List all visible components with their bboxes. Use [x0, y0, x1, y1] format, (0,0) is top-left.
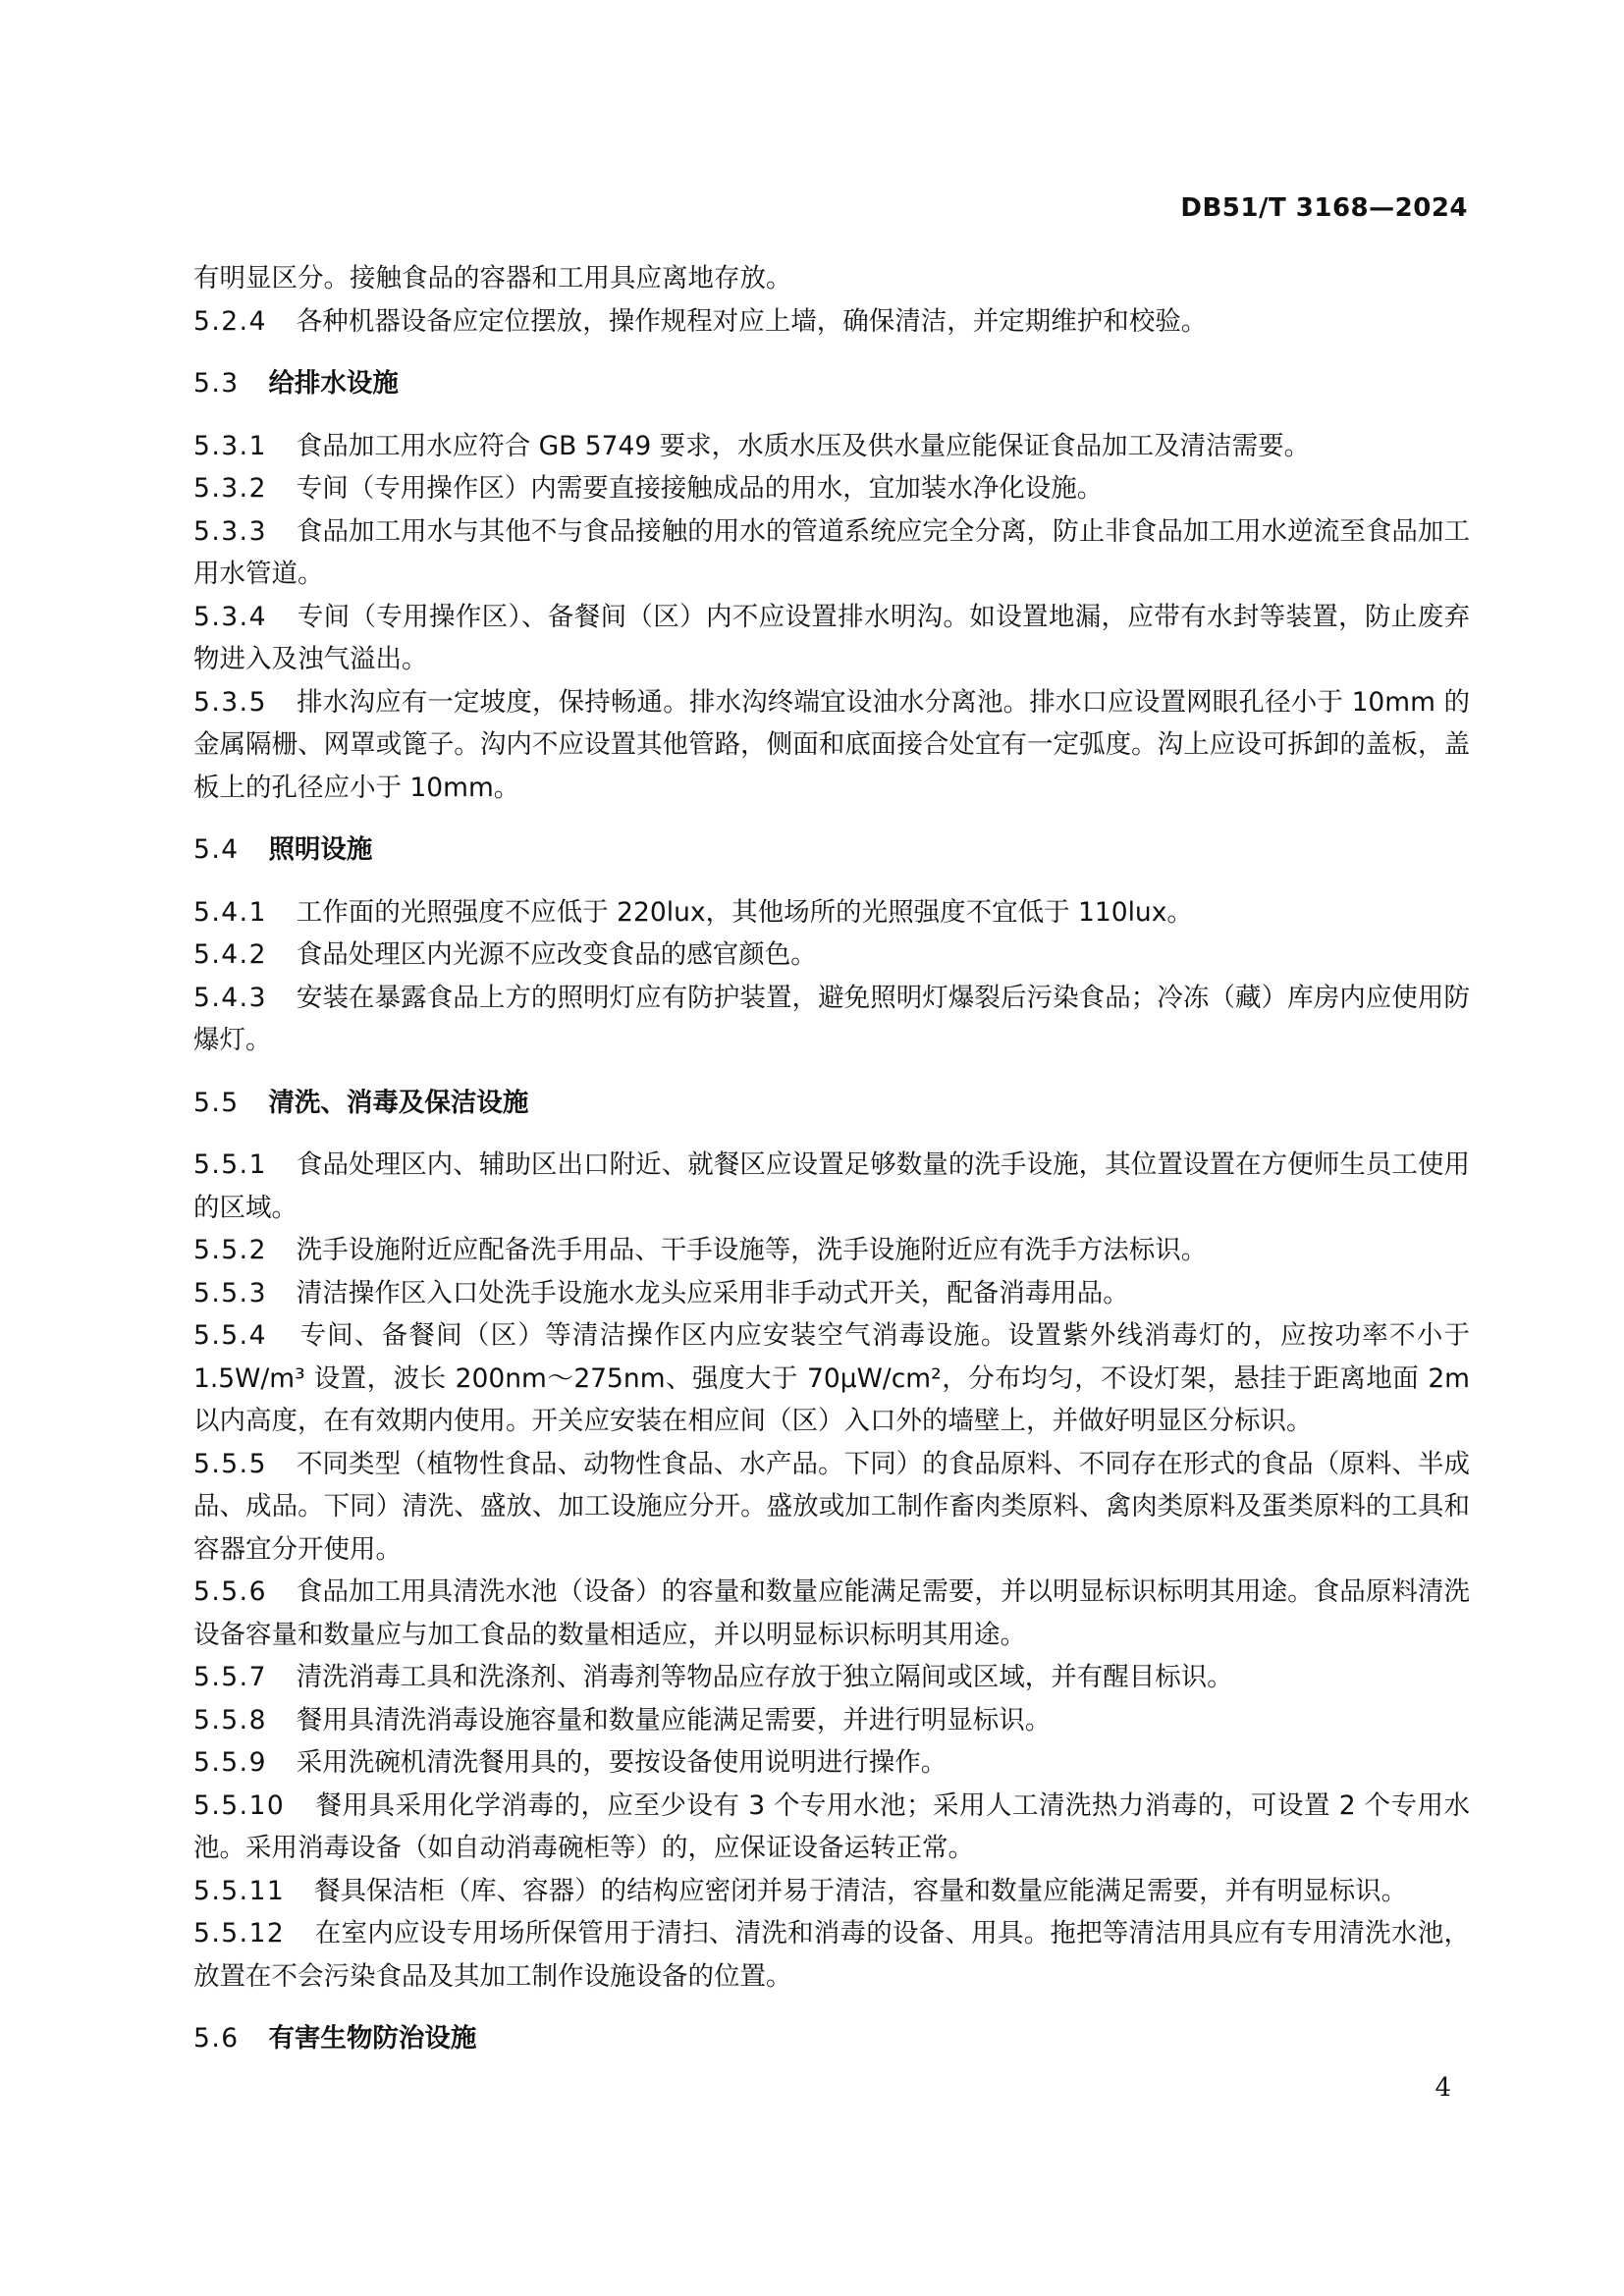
- page-body: [193, 257, 1470, 2080]
- clause-paragraph: [193, 1272, 1470, 1315]
- clause-text: 清洁操作区入口处洗手设施水龙头应采用非手动式开关，配备消毒用品。: [296, 1277, 1129, 1308]
- clause-number: 5.5.5: [193, 1448, 267, 1479]
- clause-number: 5.5.6: [193, 1576, 267, 1607]
- clause-paragraph: [193, 934, 1470, 977]
- clause-paragraph: [193, 1785, 1470, 1870]
- clause-text: 安装在暴露食品上方的照明灯应有防护装置，避免照明灯爆裂后污染食品；冷冻（藏）库房内应使用防爆灯。: [193, 982, 1470, 1055]
- clause-text: 清洗消毒工具和洗涤剂、消毒剂等物品应存放于独立隔间或区域，并有醒目标识。: [296, 1662, 1233, 1692]
- clause-number: 5.5: [193, 1087, 240, 1118]
- clause-number: 5.4.2: [193, 939, 267, 970]
- clause-number: 5.3.2: [193, 473, 267, 504]
- clause-paragraph: [193, 1741, 1470, 1785]
- clause-paragraph: [193, 300, 1470, 344]
- clause-paragraph: [193, 596, 1470, 681]
- clause-text: 餐具保洁柜（库、容器）的结构应密闭并易于清洁，容量和数量应能满足需要，并有明显标识。: [314, 1875, 1408, 1906]
- heading-text: 清洗、消毒及保洁设施: [268, 1087, 529, 1118]
- section-heading: [193, 1082, 1470, 1125]
- clause-number: 5.5.10: [193, 1789, 286, 1821]
- document-code: DB51/T 3168—2024: [1180, 193, 1468, 223]
- clause-paragraph: [193, 1144, 1470, 1229]
- clause-text: 食品加工用水与其他不与食品接触的用水的管道系统应完全分离，防止非食品加工用水逆流至食品加工用水管道。: [193, 515, 1470, 589]
- clause-number: 5.6: [193, 2023, 240, 2054]
- clause-text: 工作面的光照强度不应低于 220lux，其他场所的光照强度不宜低于 110lux。: [296, 896, 1193, 928]
- clause-number: 5.5.11: [193, 1875, 286, 1906]
- clause-paragraph: [193, 1571, 1470, 1656]
- clause-number: 5.5.2: [193, 1235, 267, 1265]
- clause-paragraph: [193, 891, 1470, 934]
- clause-number: 5.3: [193, 368, 240, 399]
- clause-paragraph: [193, 467, 1470, 510]
- clause-text: 有明显区分。接触食品的容器和工用具应离地存放。: [193, 263, 792, 294]
- clause-paragraph: [193, 1656, 1470, 1699]
- clause-number: 5.5.1: [193, 1149, 267, 1180]
- clause-text: 采用洗碗机清洗餐用具的，要按设备使用说明进行操作。: [296, 1747, 947, 1778]
- clause-number: 5.5.9: [193, 1747, 267, 1778]
- clause-paragraph: [193, 1912, 1470, 1998]
- heading-text: 有害生物防治设施: [268, 2023, 477, 2054]
- clause-number: 5.5.4: [193, 1320, 267, 1351]
- clause-paragraph: [193, 1314, 1470, 1443]
- clause-paragraph: [193, 257, 1470, 300]
- clause-number: 5.4: [193, 834, 240, 865]
- clause-text: 不同类型（植物性食品、动物性食品、水产品。下同）的食品原料、不同存在形式的食品（原料、半成品、成品。下同）清洗、盛放、加工设施应分开。盛放或加工制作畜肉类原料、禽肉类原料及蛋类原料的工具和容器宜分开使用。: [193, 1448, 1470, 1565]
- clause-paragraph: [193, 1870, 1470, 1913]
- clause-text: 专间、备餐间（区）等清洁操作区内应安装空气消毒设施。设置紫外线消毒灯的，应按功率不小于 1.5W/m³ 设置，波长 200nm～275nm、强度大于 70μW/cm²，分布均匀，不设灯架，悬挂于距离地面 2m 以内高度，在有效期内使用。开关应安装在相应间（区）入口外的墙壁上，并做好明显区分标识。: [193, 1320, 1470, 1436]
- clause-number: 5.3.1: [193, 430, 267, 461]
- clause-number: 5.5.7: [193, 1662, 267, 1692]
- clause-text: 食品处理区内、辅助区出口附近、就餐区应设置足够数量的洗手设施，其位置设置在方便师生员工使用的区域。: [193, 1149, 1470, 1223]
- clause-number: 5.5.12: [193, 1918, 286, 1949]
- clause-number: 5.3.3: [193, 515, 267, 547]
- page-number: 4: [1435, 2073, 1451, 2103]
- clause-number: 5.3.5: [193, 686, 267, 718]
- clause-text: 食品处理区内光源不应改变食品的感官颜色。: [296, 939, 817, 970]
- clause-paragraph: [193, 510, 1470, 596]
- clause-paragraph: [193, 977, 1470, 1062]
- clause-paragraph: [193, 681, 1470, 810]
- clause-text: 食品加工用水应符合 GB 5749 要求，水质水压及供水量应能保证食品加工及清洁需要。: [296, 430, 1311, 461]
- clause-text: 专间（专用操作区）、备餐间（区）内不应设置排水明沟。如设置地漏，应带有水封等装置，防止废弃物进入及浊气溢出。: [193, 601, 1470, 674]
- clause-text: 各种机器设备应定位摆放，操作规程对应上墙，确保清洁，并定期维护和校验。: [296, 305, 1208, 337]
- clause-number: 5.5.3: [193, 1277, 267, 1308]
- clause-number: 5.2.4: [193, 305, 267, 337]
- clause-text: 食品加工用具清洗水池（设备）的容量和数量应能满足需要，并以明显标识标明其用途。食品原料清洗设备容量和数量应与加工食品的数量相适应，并以明显标识标明其用途。: [193, 1576, 1470, 1650]
- clause-text: 在室内应设专用场所保管用于清扫、清洗和消毒的设备、用具。拖把等清洁用具应有专用清洗水池，放置在不会污染食品及其加工制作设施设备的位置。: [193, 1918, 1470, 1992]
- clause-paragraph: [193, 1443, 1470, 1572]
- clause-paragraph: [193, 1699, 1470, 1742]
- clause-text: 专间（专用操作区）内需要直接接触成品的用水，宜加装水净化设施。: [296, 473, 1104, 504]
- section-heading: [193, 362, 1470, 405]
- clause-number: 5.5.8: [193, 1704, 267, 1735]
- clause-paragraph: [193, 1229, 1470, 1272]
- clause-number: 5.4.3: [193, 982, 267, 1013]
- heading-text: 给排水设施: [268, 368, 399, 399]
- clause-paragraph: [193, 425, 1470, 468]
- clause-text: 餐用具采用化学消毒的，应至少设有 3 个专用水池；采用人工清洗热力消毒的，可设置 2 个专用水池。采用消毒设备（如自动消毒碗柜等）的，应保证设备运转正常。: [193, 1789, 1470, 1863]
- clause-text: 餐用具清洗消毒设施容量和数量应能满足需要，并进行明显标识。: [296, 1704, 1052, 1735]
- clause-number: 5.3.4: [193, 601, 267, 632]
- section-heading: [193, 2017, 1470, 2060]
- clause-text: 排水沟应有一定坡度，保持畅通。排水沟终端宜设油水分离池。排水口应设置网眼孔径小于 10mm 的金属隔栅、网罩或篦子。沟内不应设置其他管路，侧面和底面接合处宜有一定弧度。沟上应设可拆卸的盖板，盖板上的孔径应小于 10mm。: [193, 686, 1470, 803]
- clause-text: 洗手设施附近应配备洗手用品、干手设施等，洗手设施附近应有洗手方法标识。: [296, 1235, 1208, 1265]
- heading-text: 照明设施: [268, 834, 373, 865]
- clause-number: 5.4.1: [193, 896, 267, 928]
- section-heading: [193, 828, 1470, 872]
